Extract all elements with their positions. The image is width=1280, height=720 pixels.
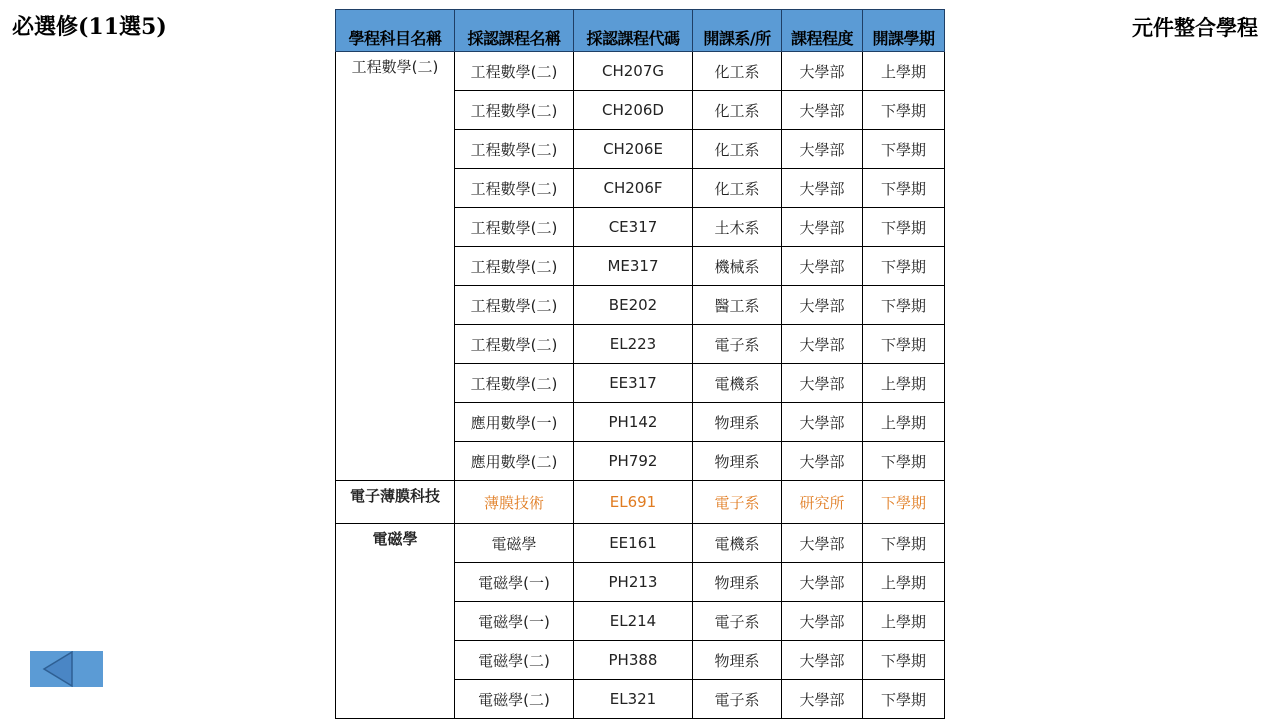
level-cell: 大學部 [782, 524, 863, 563]
level-cell: 研究所 [782, 481, 863, 524]
department-cell: 電子系 [693, 602, 782, 641]
page-title-right: 元件整合學程 [1132, 15, 1258, 40]
level-cell: 大學部 [782, 247, 863, 286]
course-code-cell: EL691 [574, 481, 693, 524]
term-cell: 上學期 [863, 563, 945, 602]
department-cell: 化工系 [693, 91, 782, 130]
table-row [336, 52, 945, 91]
term-cell: 下學期 [863, 91, 945, 130]
subject-name-cell: 工程數學(二) [336, 52, 455, 481]
table-row [336, 481, 945, 524]
term-cell: 下學期 [863, 208, 945, 247]
department-cell: 電機系 [693, 524, 782, 563]
level-cell: 大學部 [782, 130, 863, 169]
course-code-cell: ME317 [574, 247, 693, 286]
course-code-cell: EL223 [574, 325, 693, 364]
column-header: 採認課程名稱 [455, 10, 574, 52]
course-name-cell: 電磁學(一) [455, 563, 574, 602]
term-cell: 下學期 [863, 286, 945, 325]
column-header: 採認課程代碼 [574, 10, 693, 52]
course-name-cell: 工程數學(二) [455, 91, 574, 130]
course-code-cell: CH206D [574, 91, 693, 130]
course-code-cell: PH388 [574, 641, 693, 680]
course-name-cell: 電磁學 [455, 524, 574, 563]
subject-name-cell: 電子薄膜科技 [336, 481, 455, 524]
department-cell: 化工系 [693, 52, 782, 91]
course-code-cell: EL214 [574, 602, 693, 641]
department-cell: 物理系 [693, 641, 782, 680]
department-cell: 電子系 [693, 325, 782, 364]
course-name-cell: 工程數學(二) [455, 286, 574, 325]
table-row [336, 524, 945, 563]
course-code-cell: PH792 [574, 442, 693, 481]
subject-name-cell: 電磁學 [336, 524, 455, 719]
level-cell: 大學部 [782, 641, 863, 680]
course-name-cell: 工程數學(二) [455, 130, 574, 169]
left-triangle-icon [42, 651, 76, 687]
level-cell: 大學部 [782, 403, 863, 442]
term-cell: 下學期 [863, 169, 945, 208]
course-name-cell: 工程數學(二) [455, 325, 574, 364]
department-cell: 物理系 [693, 563, 782, 602]
level-cell: 大學部 [782, 680, 863, 719]
table-header-row [336, 10, 945, 52]
course-name-cell: 應用數學(二) [455, 442, 574, 481]
term-cell: 上學期 [863, 52, 945, 91]
column-header: 學程科目名稱 [336, 10, 455, 52]
course-name-cell: 應用數學(一) [455, 403, 574, 442]
level-cell: 大學部 [782, 208, 863, 247]
department-cell: 物理系 [693, 403, 782, 442]
term-cell: 下學期 [863, 481, 945, 524]
course-code-cell: CH207G [574, 52, 693, 91]
page-title-left: 必選修(11選5) [12, 14, 167, 40]
course-name-cell: 工程數學(二) [455, 208, 574, 247]
level-cell: 大學部 [782, 325, 863, 364]
level-cell: 大學部 [782, 602, 863, 641]
back-button[interactable] [30, 651, 103, 687]
course-name-cell: 電磁學(二) [455, 680, 574, 719]
term-cell: 上學期 [863, 602, 945, 641]
course-code-cell: CH206E [574, 130, 693, 169]
department-cell: 機械系 [693, 247, 782, 286]
course-name-cell: 薄膜技術 [455, 481, 574, 524]
course-code-cell: EE161 [574, 524, 693, 563]
course-table [335, 9, 945, 719]
level-cell: 大學部 [782, 52, 863, 91]
department-cell: 電子系 [693, 680, 782, 719]
level-cell: 大學部 [782, 563, 863, 602]
level-cell: 大學部 [782, 364, 863, 403]
term-cell: 下學期 [863, 130, 945, 169]
course-name-cell: 工程數學(二) [455, 247, 574, 286]
course-code-cell: BE202 [574, 286, 693, 325]
level-cell: 大學部 [782, 169, 863, 208]
course-name-cell: 工程數學(二) [455, 52, 574, 91]
term-cell: 下學期 [863, 641, 945, 680]
course-name-cell: 電磁學(一) [455, 602, 574, 641]
course-code-cell: CH206F [574, 169, 693, 208]
department-cell: 化工系 [693, 130, 782, 169]
term-cell: 下學期 [863, 247, 945, 286]
department-cell: 電機系 [693, 364, 782, 403]
term-cell: 下學期 [863, 325, 945, 364]
department-cell: 電子系 [693, 481, 782, 524]
term-cell: 下學期 [863, 524, 945, 563]
department-cell: 土木系 [693, 208, 782, 247]
level-cell: 大學部 [782, 91, 863, 130]
term-cell: 上學期 [863, 364, 945, 403]
course-name-cell: 電磁學(二) [455, 641, 574, 680]
term-cell: 上學期 [863, 403, 945, 442]
column-header: 開課學期 [863, 10, 945, 52]
course-code-cell: CE317 [574, 208, 693, 247]
course-code-cell: PH213 [574, 563, 693, 602]
department-cell: 物理系 [693, 442, 782, 481]
department-cell: 醫工系 [693, 286, 782, 325]
term-cell: 下學期 [863, 680, 945, 719]
course-code-cell: EE317 [574, 364, 693, 403]
department-cell: 化工系 [693, 169, 782, 208]
column-header: 開課系/所 [693, 10, 782, 52]
course-name-cell: 工程數學(二) [455, 169, 574, 208]
course-name-cell: 工程數學(二) [455, 364, 574, 403]
term-cell: 下學期 [863, 442, 945, 481]
level-cell: 大學部 [782, 286, 863, 325]
column-header: 課程程度 [782, 10, 863, 52]
level-cell: 大學部 [782, 442, 863, 481]
course-code-cell: EL321 [574, 680, 693, 719]
course-code-cell: PH142 [574, 403, 693, 442]
